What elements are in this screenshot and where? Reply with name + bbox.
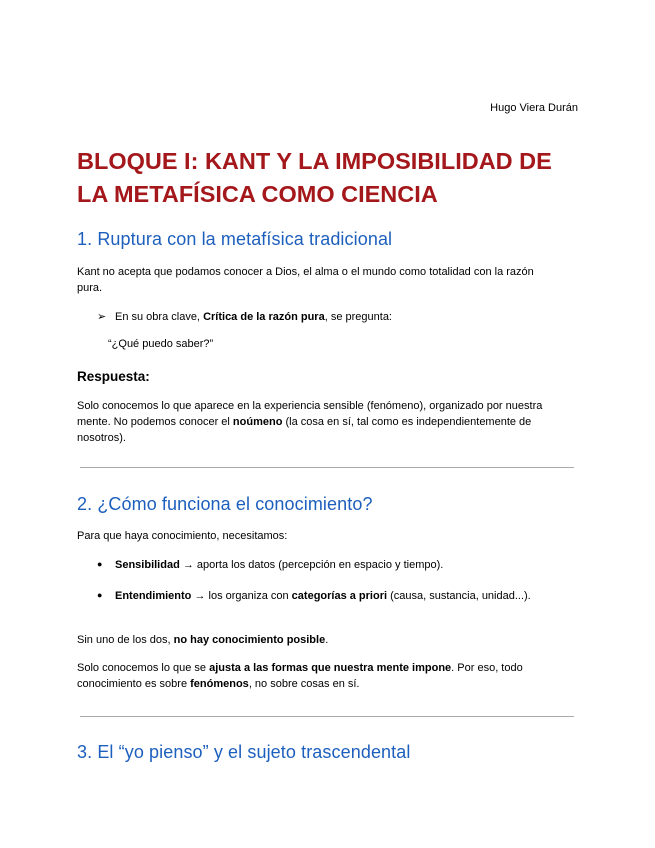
section-divider [80,716,574,717]
title-line-1: BLOQUE I: KANT Y LA IMPOSIBILIDAD DE [77,148,552,174]
document-title [77,145,597,211]
arrow-list-item [97,310,392,323]
para-1-post: . [325,634,329,646]
entendimiento-term: Entendimiento [115,590,192,602]
list-item-sensibilidad [97,559,443,571]
list-item-entendimiento [97,590,531,602]
entendimiento-mid: → los organiza con [191,590,292,602]
section-2-para-2 [77,661,582,693]
title-line-2: LA METAFÍSICA COMO CIENCIA [77,181,438,207]
section-1-heading: 1. Ruptura con la metafísica tradicional [77,229,393,249]
categorias-term: categorías a priori [291,590,388,602]
para-2-line-1-bold: ajusta a las formas que nuestra mente impone [209,662,452,674]
para-2-line-2-pre: conocimiento es sobre [77,677,191,690]
arrowhead-bullet-icon: ➢ [97,311,107,323]
para-1-bold: no hay conocimiento posible [173,634,326,646]
author-name: Hugo Viera Durán [490,102,578,114]
arrow-item-text-post: , se pregunta: [324,311,392,323]
answer-line-3: nosotros). [77,431,126,444]
arrow-item-text-pre: En su obra clave, [115,311,204,323]
para-2-line-2-post: , no sobre cosas en sí. [248,677,360,690]
sensibilidad-term: Sensibilidad [115,559,180,571]
quote-text: “¿Qué puedo saber?” [108,338,214,350]
section-1-intro-line-1: Kant no acepta que podamos conocer a Dios, el alma o el mundo como totalidad con la razón [77,266,534,278]
book-title: Crítica de la razón pura [203,311,325,323]
para-1-pre: Sin uno de los dos, [77,634,174,646]
sensibilidad-description: → aporta los datos (percepción en espacio y tiempo). [179,559,444,571]
bullet-dot-icon: ● [97,590,103,600]
section-2-heading: 2. ¿Cómo funciona el conocimiento? [77,494,373,514]
section-2-para-1 [77,633,582,649]
section-1-intro-line-2: pura. [77,281,103,294]
fenomenos-term: fenómenos [190,677,249,690]
answer-paragraph [77,399,582,446]
section-2-intro: Para que haya conocimiento, necesitamos: [77,530,288,542]
noumeno-term: noúmeno [232,415,283,428]
section-1-intro [77,265,582,297]
answer-line-2-post: (la cosa en sí, tal como es independientemente de [282,415,532,428]
section-3-heading: 3. El “yo pienso” y el sujeto trascendental [77,742,411,762]
answer-line-1: Solo conocemos lo que aparece en la experiencia sensible (fenómeno), organizado por nuestra [77,400,543,412]
answer-heading: Respuesta: [77,369,150,384]
answer-line-2-pre: mente. No podemos conocer el [77,415,233,428]
section-divider [80,467,574,468]
entendimiento-rest: (causa, sustancia, unidad...). [387,590,531,602]
para-2-line-1-post: . Por eso, todo [451,662,523,674]
bullet-dot-icon: ● [97,559,103,569]
para-2-line-1-pre: Solo conocemos lo que se [77,662,210,674]
